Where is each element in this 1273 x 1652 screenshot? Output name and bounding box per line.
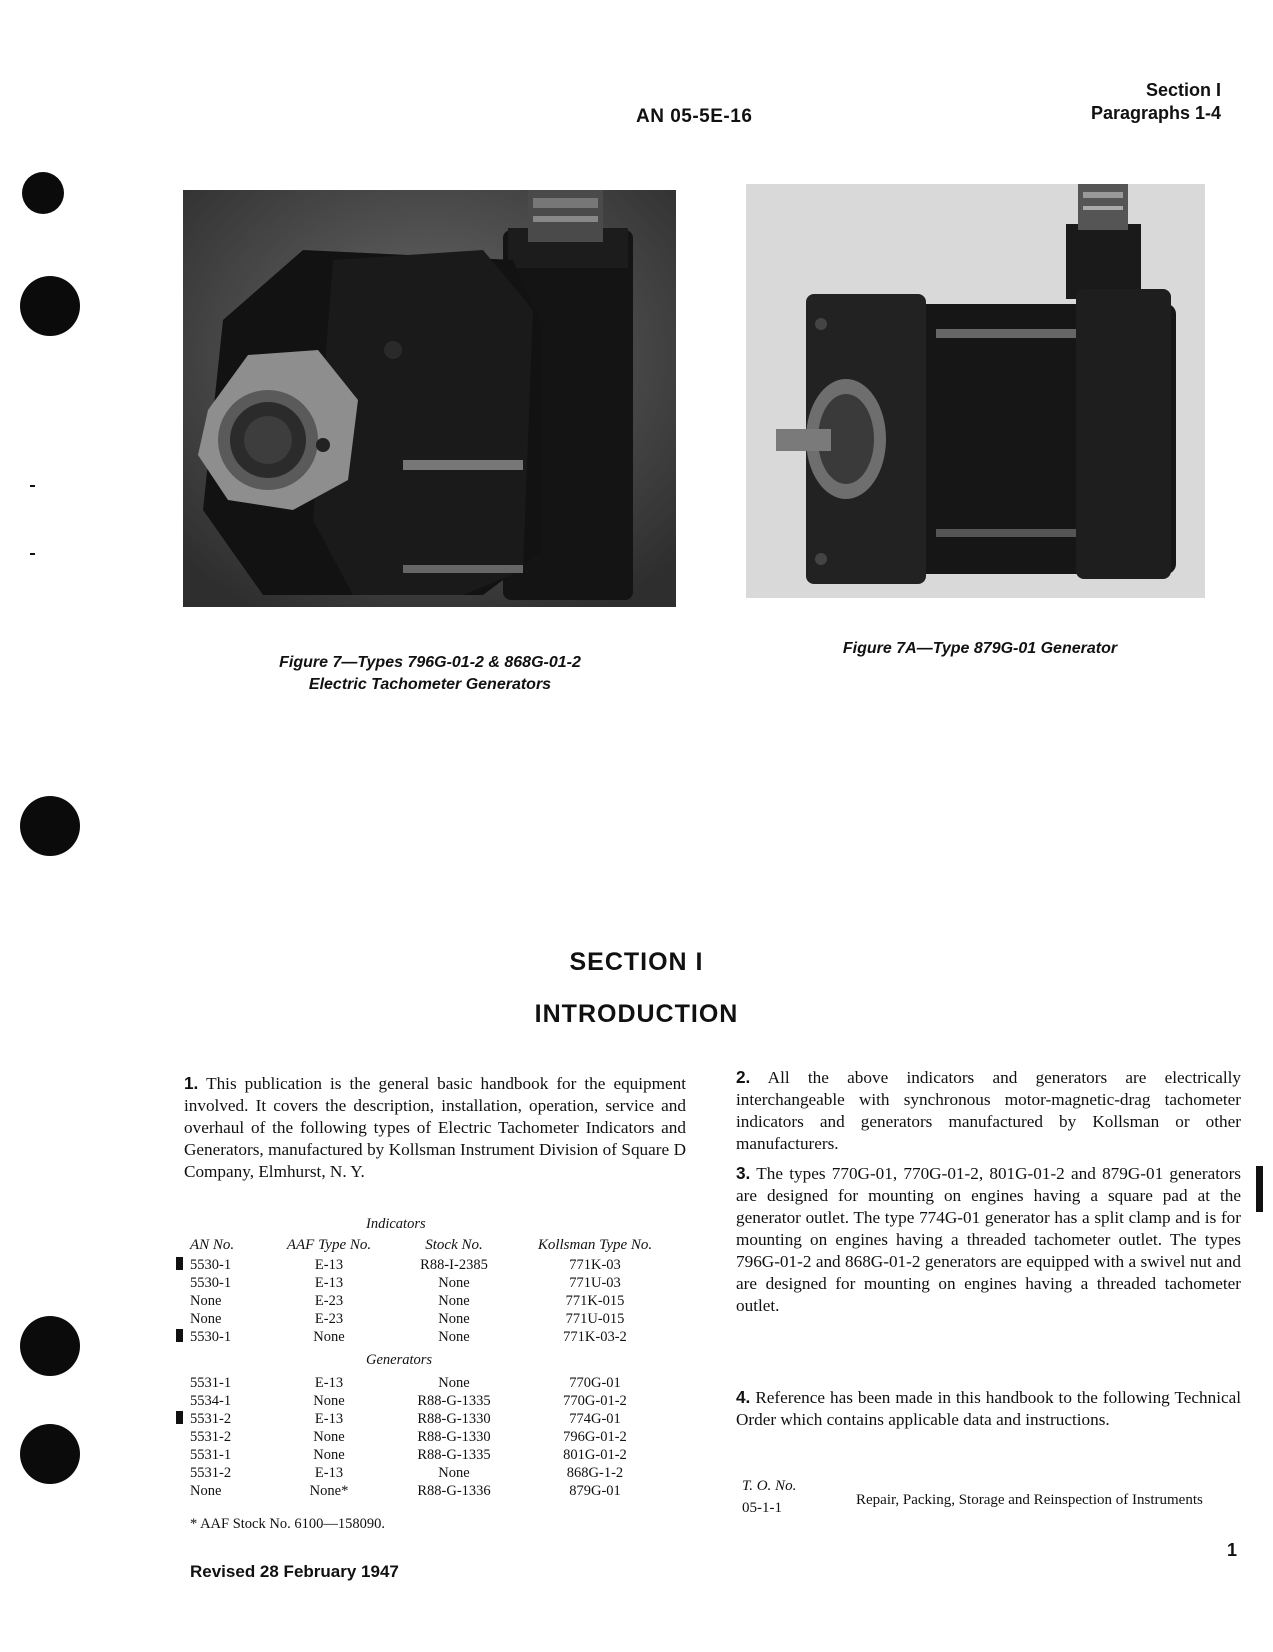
types-table <box>176 1214 670 1500</box>
table-row <box>176 1446 670 1464</box>
aaf-type: E-23 <box>314 1311 344 1327</box>
figure-7a-caption <box>790 638 1170 660</box>
paragraphs-header: Paragraphs 1-4 <box>1090 103 1221 123</box>
paragraph-2-number: 2. <box>736 1067 751 1087</box>
kollsman-type: 801G-01-2 <box>563 1447 627 1463</box>
table-row <box>176 1374 670 1392</box>
paragraph-4 <box>736 1386 1241 1431</box>
document-number: AN 05-5E-16 <box>636 106 753 127</box>
binder-hole-2 <box>20 276 80 336</box>
aaf-type: None <box>313 1393 345 1409</box>
binder-hole-3 <box>20 796 80 856</box>
aaf-type: None <box>313 1329 345 1345</box>
an-no: None <box>190 1311 222 1327</box>
stock-no: R88-G-1336 <box>417 1483 491 1499</box>
table-row <box>176 1392 670 1410</box>
types-table-header <box>176 1234 670 1256</box>
figure-7-caption-line2: Electric Tachometer Generators <box>308 676 552 693</box>
kollsman-type: 771K-03-2 <box>563 1329 627 1345</box>
table-row <box>176 1328 670 1346</box>
tachometer-generator-illustration <box>183 190 676 607</box>
binder-hole-5 <box>20 1424 80 1484</box>
table-row <box>176 1410 670 1428</box>
page-number: 1 <box>1227 1540 1238 1560</box>
stock-no: None <box>438 1311 470 1327</box>
table-row <box>176 1274 670 1292</box>
stock-no: None <box>438 1275 470 1291</box>
kollsman-type: 770G-01-2 <box>563 1393 627 1409</box>
indicators-group-label: Indicators <box>366 1216 426 1232</box>
aaf-type: None <box>313 1447 345 1463</box>
kollsman-type: 774G-01 <box>569 1411 621 1427</box>
col-stock-no: Stock No. <box>425 1237 483 1253</box>
paragraph-1 <box>184 1072 686 1183</box>
paragraph-2 <box>736 1066 1241 1155</box>
section-title: SECTION I <box>569 948 704 976</box>
aaf-type: E-13 <box>314 1375 344 1391</box>
table-row <box>176 1310 670 1328</box>
margin-tick-2 <box>30 553 35 555</box>
aaf-type: E-13 <box>314 1411 344 1427</box>
stock-no: None <box>438 1375 470 1391</box>
paragraph-4-text: Reference has been made in this handbook to the following Technical Order which contains applicable data and instructions. <box>736 1388 1241 1429</box>
an-no: 5530-1 <box>190 1329 232 1345</box>
paragraph-3-number: 3. <box>736 1163 751 1183</box>
revised-date: Revised 28 February 1947 <box>190 1562 399 1581</box>
to-number: 05-1-1 <box>742 1500 782 1516</box>
aaf-type: E-13 <box>314 1257 344 1273</box>
figure-7-photo <box>183 190 676 607</box>
kollsman-type: 771K-03 <box>569 1257 621 1273</box>
an-no: 5530-1 <box>190 1257 232 1273</box>
paragraph-3-text: The types 770G-01, 770G-01-2, 801G-01-2 and 879G-01 generators are designed for mounting on engines having a square pad at the generator outlet. The type 774G-01 generator has a split clamp and is for mounting on engines having a threaded tachometer outlet. The types 796G-01-2 and 868G-01-2 generators are equipped with a swivel nut and are designed for mounting on engines having a threaded tachometer outlet. <box>736 1164 1241 1315</box>
paragraph-1-number: 1. <box>184 1073 199 1093</box>
stock-no: R88-G-1330 <box>417 1429 491 1445</box>
col-aaf-type-no: AAF Type No. <box>286 1237 372 1253</box>
kollsman-type: 879G-01 <box>569 1483 621 1499</box>
stock-no: None <box>438 1465 470 1481</box>
figure-7a-caption-line1: Figure 7A—Type 879G-01 Generator <box>842 640 1118 657</box>
table-row <box>176 1256 670 1274</box>
aaf-type: E-13 <box>314 1275 344 1291</box>
table-row <box>176 1292 670 1310</box>
kollsman-type: 770G-01 <box>569 1375 621 1391</box>
kollsman-type: 796G-01-2 <box>563 1429 627 1445</box>
figure-7-caption-line1: Figure 7—Types 796G-01-2 & 868G-01-2 <box>279 654 581 671</box>
binder-hole-1 <box>22 172 64 214</box>
figure-7a-photo <box>746 184 1205 598</box>
table-footnote: * AAF Stock No. 6100—158090. <box>190 1516 385 1532</box>
paragraph-3 <box>736 1162 1241 1317</box>
generators-group-label: Generators <box>366 1352 433 1368</box>
aaf-type: E-23 <box>314 1293 344 1309</box>
change-marker <box>176 1329 183 1342</box>
change-marker <box>176 1411 183 1424</box>
paragraph-1-text: This publication is the general basic handbook for the equipment involved. It covers the description, installation, operation, service and overhaul of the following types of Electric Tachometer Indicators and Generators, manufactured by Kollsman Instrument Division of Square D Company, Elmhurst, N. Y. <box>184 1074 686 1181</box>
stock-no: R88-I-2385 <box>420 1257 488 1273</box>
generator-879g-illustration <box>746 184 1205 598</box>
table-row <box>176 1428 670 1446</box>
an-no: None <box>190 1483 222 1499</box>
table-row <box>176 1464 670 1482</box>
paragraph-2-text: All the above indicators and generators are electrically interchangeable with synchronous motor-magnetic-drag tachometer indicators and generators manufactured by Kollsman or other manufacturers. <box>736 1068 1241 1153</box>
section-header: Section I <box>1145 80 1221 100</box>
table-row <box>176 1482 670 1500</box>
binder-hole-4 <box>20 1316 80 1376</box>
an-no: None <box>190 1293 222 1309</box>
change-marker <box>176 1257 183 1270</box>
section-subtitle: INTRODUCTION <box>534 1000 739 1028</box>
stock-no: None <box>438 1329 470 1345</box>
an-no: 5531-1 <box>190 1375 232 1391</box>
kollsman-type: 771U-03 <box>569 1275 621 1291</box>
margin-tick-1 <box>30 485 35 487</box>
aaf-type: None <box>313 1429 345 1445</box>
kollsman-type: 771U-015 <box>565 1311 625 1327</box>
stock-no: None <box>438 1293 470 1309</box>
col-an-no: AN No. <box>190 1237 235 1253</box>
an-no: 5531-1 <box>190 1447 232 1463</box>
to-number-header: T. O. No. <box>742 1478 797 1494</box>
an-no: 5531-2 <box>190 1411 232 1427</box>
figure-7-caption <box>200 652 660 696</box>
an-no: 5531-2 <box>190 1465 232 1481</box>
stock-no: R88-G-1335 <box>417 1447 491 1463</box>
stock-no: R88-G-1335 <box>417 1393 491 1409</box>
aaf-type: E-13 <box>314 1465 344 1481</box>
an-no: 5534-1 <box>190 1393 232 1409</box>
paragraph-4-number: 4. <box>736 1387 751 1407</box>
kollsman-type: 771K-015 <box>565 1293 625 1309</box>
an-no: 5531-2 <box>190 1429 232 1445</box>
to-title: Repair, Packing, Storage and Reinspection of Instruments <box>856 1492 1203 1508</box>
col-kollsman-type-no: Kollsman Type No. <box>537 1237 653 1253</box>
an-no: 5530-1 <box>190 1275 232 1291</box>
stock-no: R88-G-1330 <box>417 1411 491 1427</box>
aaf-type: None* <box>309 1483 349 1499</box>
kollsman-type: 868G-1-2 <box>566 1465 624 1481</box>
revision-bar <box>1256 1166 1263 1212</box>
